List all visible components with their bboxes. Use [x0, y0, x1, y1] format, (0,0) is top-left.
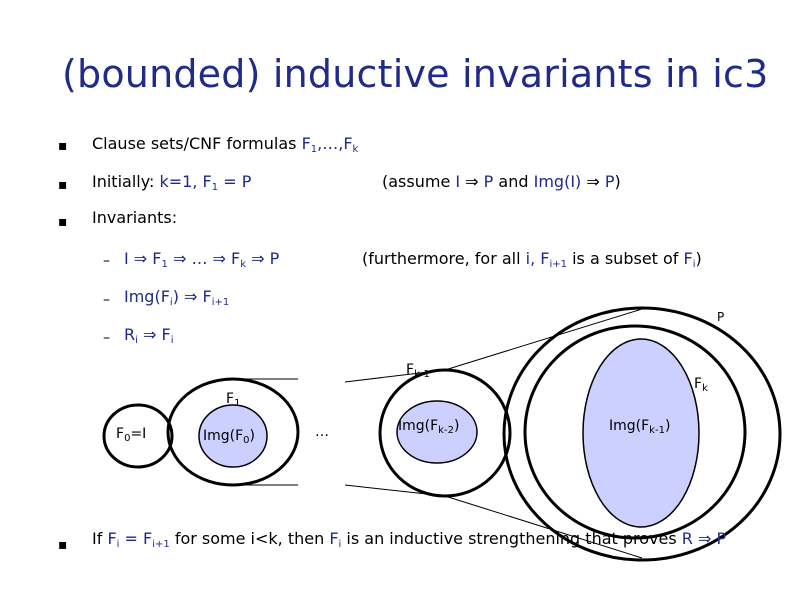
- bullet-invariants: Invariants:: [92, 208, 178, 227]
- connector-line: [345, 370, 445, 382]
- label-img-fk-2: $Img(F_{k-2})$: [398, 418, 460, 436]
- bullet-marker: ▪: [58, 537, 68, 553]
- label-ellipsis: …: [315, 424, 329, 440]
- label-img-f0: $Img(F_0)$: [203, 428, 256, 446]
- dash-marker: –: [103, 330, 110, 346]
- label-fk: $F_k$: [694, 376, 708, 394]
- bullet-conclusion: If $F_i = F_{i+1}$ for some i<k, then $F_i$ is an inductive strengthening that proves R ⇒ P: [92, 529, 727, 550]
- text: Clause sets/CNF formulas: [92, 134, 302, 153]
- image-invariant: $Img(F_i)$ ⇒ $F_{i+1}$: [124, 287, 230, 308]
- label-fk-1: $F_{k-1}$: [406, 362, 430, 380]
- bullet-marker: ▪: [58, 214, 68, 230]
- text: Initially:: [92, 172, 160, 191]
- init-eq: k=1, $F_1 = P$: [159, 172, 252, 193]
- label-f0-i: $F_0=I$: [116, 426, 147, 444]
- label-img-fk-1: $Img(F_{k-1})$: [609, 418, 671, 436]
- invariant-chain: I ⇒ $F_1$ ⇒ … ⇒ $F_k$ ⇒ P: [124, 249, 280, 270]
- bullet-marker: ▪: [58, 138, 68, 154]
- label-p: P: [717, 310, 725, 324]
- reach-invariant: $R_i$ ⇒ $F_i$: [124, 325, 174, 346]
- connector-line: [345, 485, 445, 496]
- label-f1: $F_1$: [226, 391, 241, 409]
- dash-marker: –: [103, 253, 110, 269]
- slide-title: (bounded) inductive invariants in ic3: [62, 52, 769, 96]
- bullet-marker: ▪: [58, 177, 68, 193]
- assume-note: (assume I ⇒ P and Img(I) ⇒ P): [382, 172, 621, 191]
- subset-note: (furthermore, for all i, $F_{i+1}$ is a subset of $F_i$): [362, 249, 702, 270]
- dash-marker: –: [103, 292, 110, 308]
- f-symbol: $F_1,\dots,F_k$: [301, 134, 359, 155]
